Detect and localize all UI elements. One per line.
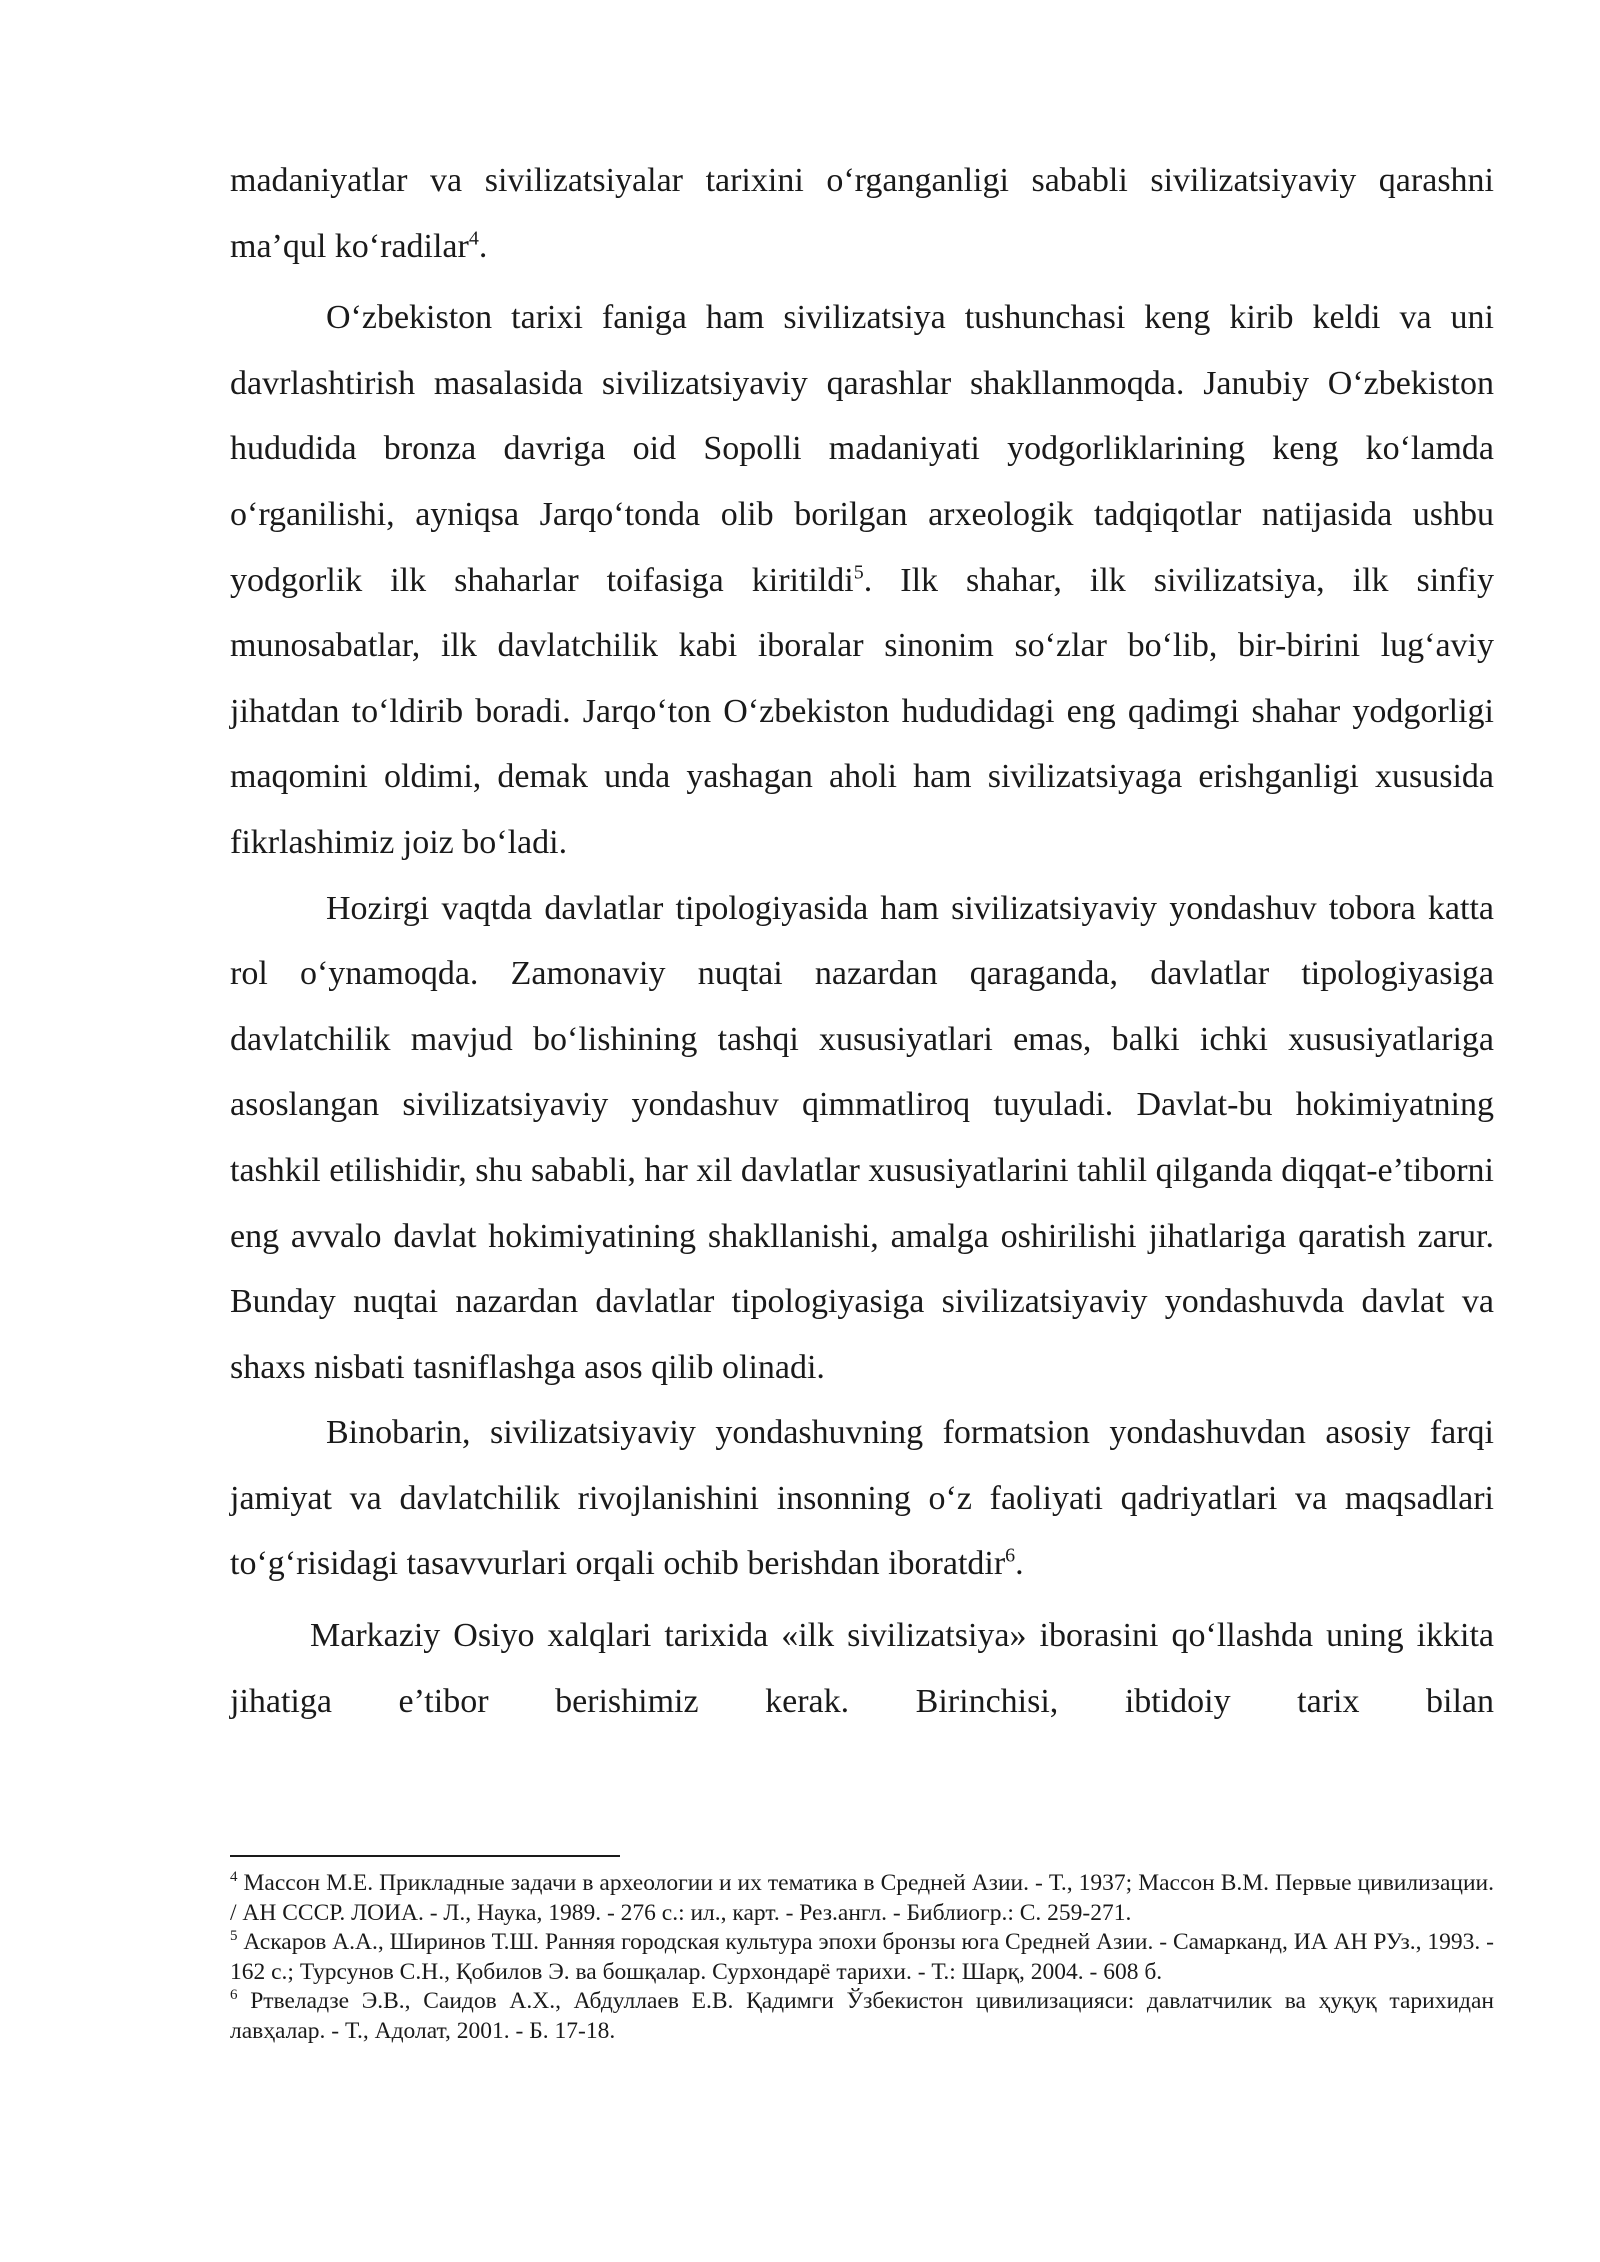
footnote-number: 6 [230, 1987, 238, 2004]
footnote-number: 4 [230, 1869, 238, 1886]
footnotes [230, 1869, 1494, 2047]
footnote-text: Аскаров А.А., Ширинов Т.Ш. Ранняя городская культура эпохи бронзы юга Средней Азии. - Самарканд, ИА АН РУз., 1993. - 162 с.; Турсунов С.Н., Қобилов Э. ва бошқалар. Сурхондарё тарихи. - Т.: Шарқ, 2004. - 608 б. [230, 1929, 1495, 1985]
paragraph-1 [230, 148, 1494, 279]
body-text [230, 148, 1494, 1734]
footnote-text: Массон М.Е. Прикладные задачи в археологии и их тематика в Средней Азии. - Т., 1937; Массон В.М. Первые цивилизации. / АН СССР. ЛОИА. - Л., Наука, 1989. - 276 с.: ил., карт. - Рез.англ. - Библиогр.: С. 259-271. [230, 1870, 1495, 1926]
paragraph-text: Markaziy Osiyo xalqlari tarixida «ilk sivilizatsiya» iborasini qo‘llashda uning ikkita jihatiga e’tibor berishimiz kerak. Birinchisi, ibtidoiy tarix bilan [230, 1617, 1494, 1720]
paragraph-text: madaniyatlar va sivilizatsiyalar tarixini o‘rganganligi sababli sivilizatsiyaviy qarashni ma’qul ko‘radilar [230, 162, 1494, 265]
paragraph-3 [230, 876, 1494, 1401]
footnote-separator [230, 1855, 620, 1857]
footnote-reference-4[interactable]: 4 [468, 227, 479, 250]
paragraph-text: Hozirgi vaqtda davlatlar tipologiyasida ham sivilizatsiyaviy yondashuv tobora katta rol o‘ynamoqda. Zamonaviy nuqtai nazardan qaraganda, davlatlar tipologiyasiga davlatchilik mavjud bo‘lishining tashqi xususiyatlari emas, balki ichki xususiyatlariga asoslangan sivilizatsiyaviy yondashuv qimmatliroq tuyuladi. Davlat-bu hokimiyatning tashkil etilishidir, shu sababli, har xil davlatlar xususiyatlarini tahlil qilganda diqqat-e’tiborni eng avvalo davlat hokimiyatining shakllanishi, amalga oshirilishi jihatlariga qaratish zarur. Bunday nuqtai nazardan davlatlar tipologiyasiga sivilizatsiyaviy yondashuvda davlat va shaxs nisbati tasniflashga asos qilib olinadi. [230, 889, 1494, 1386]
paragraph-text-tail: . [1015, 1545, 1024, 1583]
footnote-4 [230, 1869, 1494, 1928]
footnote-reference-5[interactable]: 5 [853, 561, 864, 584]
footnote-number: 5 [230, 1928, 238, 1945]
footnote-6 [230, 1987, 1494, 2046]
footnote-text: Ртвеладзе Э.В., Саидов А.Х., Абдуллаев Е.В. Қадимги Ўзбекистон цивилизацияси: давлатчилик ва ҳуқуқ тарихидан лавҳалар. - Т., Адолат, 2001. - Б. 17-18. [230, 1988, 1495, 2044]
paragraph-5 [230, 1603, 1494, 1734]
paragraph-text-tail: . [478, 227, 488, 265]
paragraph-4 [230, 1400, 1494, 1597]
footnote-reference-6[interactable]: 6 [1005, 1545, 1016, 1568]
paragraph-text-tail: . Ilk shahar, ilk sivilizatsiya, ilk sinfiy munosabatlar, ilk davlatchilik kabi iboralar sinonim so‘zlar bo‘lib, bir-birini lug‘aviy jihatdan to‘ldirib boradi. Jarqo‘ton O‘zbekiston hududidagi eng qadimgi shahar yodgorligi maqomini oldimi, demak unda yashagan aholi ham sivilizatsiyaga erishganligi xususida fikrlashimiz joiz bo‘ladi. [230, 561, 1494, 861]
paragraph-2 [230, 285, 1494, 875]
paragraph-text: Binobarin, sivilizatsiyaviy yondashuvning formatsion yondashuvdan asosiy farqi jamiyat va davlatchilik rivojlanishini insonning o‘z faoliyati qadriyatlari va maqsadlari to‘g‘risidagi tasavvurlari orqali ochib berishdan iboratdir [230, 1414, 1494, 1583]
footnote-5 [230, 1928, 1494, 1987]
paragraph-text: O‘zbekiston tarixi faniga ham sivilizatsiya tushunchasi keng kirib keldi va uni davrlashtirish masalasida sivilizatsiyaviy qarashlar shakllanmoqda. Janubiy O‘zbekiston hududida bronza davriga oid Sopolli madaniyati yodgorliklarining keng ko‘lamda o‘rganilishi, ayniqsa Jarqo‘tonda olib borilgan arxeologik tadqiqotlar natijasida ushbu yodgorlik ilk shaharlar toifasiga kiritildi [230, 299, 1494, 599]
